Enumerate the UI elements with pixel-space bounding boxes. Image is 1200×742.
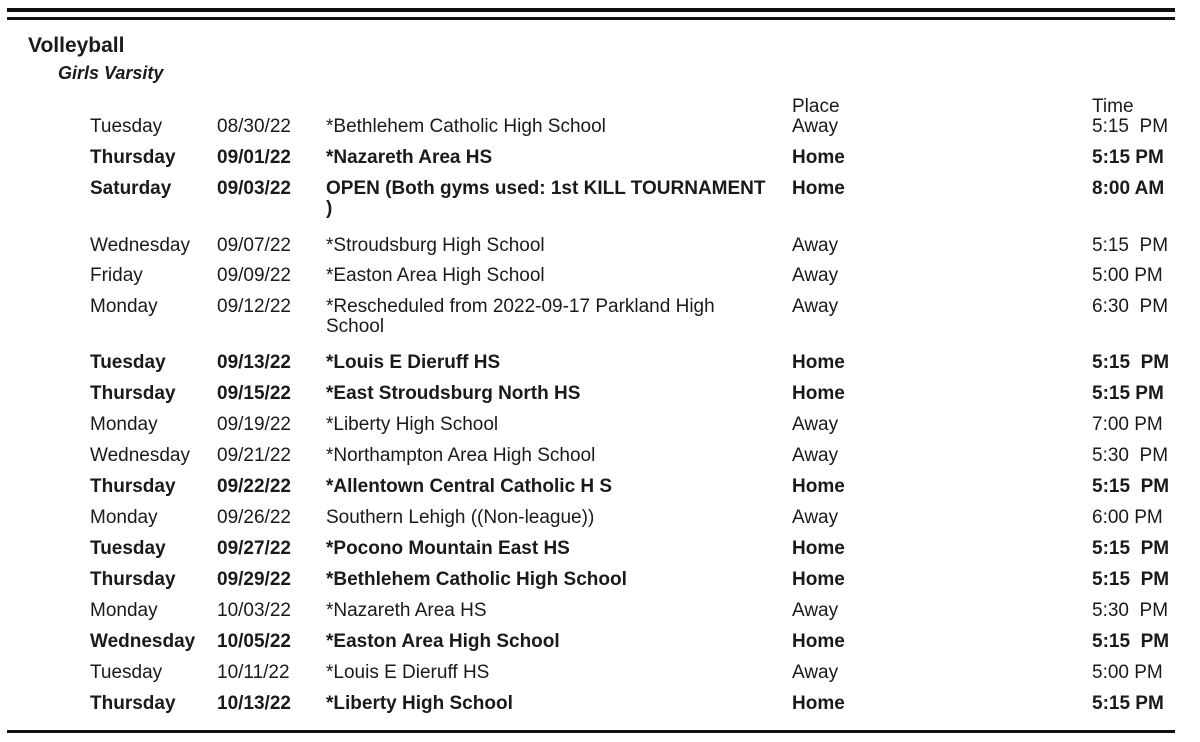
game-time: 5:30 PM (1092, 445, 1169, 466)
level-subtitle: Girls Varsity (58, 63, 164, 83)
game-time: 5:15 PM (1092, 538, 1170, 559)
game-place: Home (792, 569, 845, 590)
game-opponent: *Nazareth Area HS (326, 600, 487, 621)
game-place: Away (792, 414, 839, 435)
game-opponent: *Easton Area High School (326, 265, 545, 286)
game-date: 09/21/22 (217, 445, 291, 466)
game-time: 5:15 PM (1092, 383, 1164, 404)
game-day: Thursday (90, 147, 176, 168)
game-date: 09/27/22 (217, 538, 291, 559)
game-day: Thursday (90, 476, 176, 497)
game-date: 09/01/22 (217, 147, 291, 168)
game-place: Away (792, 507, 839, 528)
top-rule-thin (7, 17, 1175, 20)
sport-title: Volleyball (28, 34, 125, 57)
game-time: 5:00 PM (1092, 662, 1163, 683)
game-opponent: *Easton Area High School (326, 631, 560, 652)
game-opponent: *Louis E Dieruff HS (326, 352, 501, 373)
game-opponent: OPEN (Both gyms used: 1st KILL TOURNAMENT ) (326, 178, 766, 219)
place-header: Place (792, 96, 840, 117)
game-date: 10/03/22 (217, 600, 291, 621)
game-time: 6:30 PM (1092, 296, 1169, 317)
game-place: Away (792, 600, 839, 621)
game-date: 09/09/22 (217, 265, 291, 286)
game-place: Away (792, 445, 839, 466)
game-place: Home (792, 476, 845, 497)
game-date: 09/12/22 (217, 296, 291, 317)
game-day: Wednesday (90, 445, 190, 466)
game-date: 09/15/22 (217, 383, 291, 404)
game-opponent: *Stroudsburg High School (326, 235, 545, 256)
game-day: Wednesday (90, 631, 196, 652)
game-time: 5:15 PM (1092, 631, 1170, 652)
game-opponent: *Northampton Area High School (326, 445, 596, 466)
game-time: 5:15 PM (1092, 147, 1164, 168)
game-day: Monday (90, 507, 158, 528)
game-place: Away (792, 662, 839, 683)
game-place: Home (792, 538, 845, 559)
game-date: 09/22/22 (217, 476, 291, 497)
game-opponent: *Liberty High School (326, 693, 513, 714)
bottom-rule (7, 730, 1175, 733)
game-day: Monday (90, 414, 158, 435)
game-date: 09/07/22 (217, 235, 291, 256)
game-time: 5:15 PM (1092, 476, 1170, 497)
game-opponent: *Bethlehem Catholic High School (326, 116, 606, 137)
game-day: Wednesday (90, 235, 190, 256)
game-time: 5:15 PM (1092, 569, 1170, 590)
game-day: Saturday (90, 178, 172, 199)
game-day: Tuesday (90, 538, 166, 559)
game-time: 5:15 PM (1092, 116, 1169, 137)
game-time: 8:00 AM (1092, 178, 1165, 199)
game-date: 08/30/22 (217, 116, 291, 137)
game-place: Away (792, 265, 839, 286)
game-place: Home (792, 178, 845, 199)
game-day: Thursday (90, 693, 176, 714)
game-place: Home (792, 147, 845, 168)
game-time: 5:15 PM (1092, 235, 1169, 256)
game-time: 5:00 PM (1092, 265, 1163, 286)
game-day: Monday (90, 296, 158, 317)
game-date: 09/19/22 (217, 414, 291, 435)
game-place: Away (792, 116, 839, 137)
time-header: Time (1092, 96, 1134, 117)
game-place: Away (792, 296, 839, 317)
game-place: Home (792, 693, 845, 714)
game-date: 10/05/22 (217, 631, 291, 652)
game-day: Monday (90, 600, 158, 621)
game-place: Home (792, 383, 845, 404)
game-opponent: *East Stroudsburg North HS (326, 383, 581, 404)
game-opponent: *Rescheduled from 2022-09-17 Parkland High School (326, 296, 715, 337)
game-opponent: *Liberty High School (326, 414, 499, 435)
game-day: Tuesday (90, 352, 166, 373)
game-time: 5:15 PM (1092, 352, 1170, 373)
game-date: 10/13/22 (217, 693, 291, 714)
game-date: 10/11/22 (217, 662, 290, 683)
game-date: 09/26/22 (217, 507, 291, 528)
game-opponent: *Bethlehem Catholic High School (326, 569, 627, 590)
game-time: 6:00 PM (1092, 507, 1163, 528)
game-place: Away (792, 235, 839, 256)
game-date: 09/03/22 (217, 178, 291, 199)
game-date: 09/13/22 (217, 352, 291, 373)
game-date: 09/29/22 (217, 569, 291, 590)
game-day: Tuesday (90, 662, 163, 683)
game-time: 5:15 PM (1092, 693, 1164, 714)
game-place: Home (792, 631, 845, 652)
game-opponent: *Louis E Dieruff HS (326, 662, 490, 683)
game-time: 5:30 PM (1092, 600, 1169, 621)
game-day: Thursday (90, 383, 176, 404)
game-opponent: *Pocono Mountain East HS (326, 538, 570, 559)
top-rule-thick (7, 8, 1175, 12)
game-time: 7:00 PM (1092, 414, 1163, 435)
game-place: Home (792, 352, 845, 373)
game-day: Friday (90, 265, 143, 286)
game-opponent: Southern Lehigh ((Non-league)) (326, 507, 595, 528)
game-opponent: *Nazareth Area HS (326, 147, 493, 168)
game-opponent: *Allentown Central Catholic H S (326, 476, 613, 497)
game-day: Tuesday (90, 116, 163, 137)
game-day: Thursday (90, 569, 176, 590)
